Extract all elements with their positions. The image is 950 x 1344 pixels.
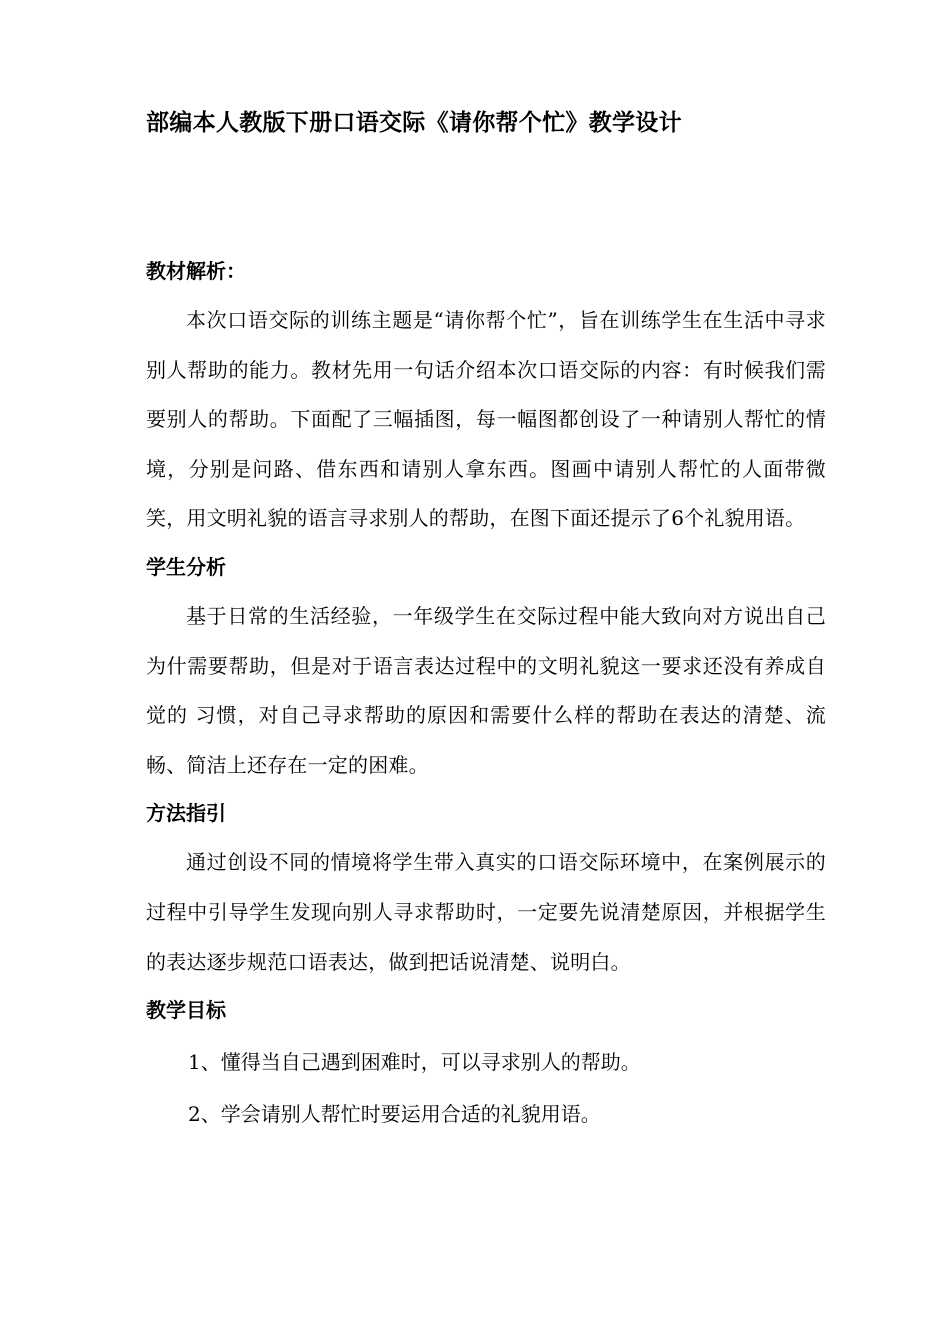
section-textbook-analysis — [146, 256, 826, 544]
document-body — [146, 256, 826, 1151]
section-paragraph: 本次口语交际的训练主题是“请你帮个忙”，旨在训练学生在生活中寻求别人帮助的能力。教材先用一句话介绍本次口语交际的内容：有时候我们需要别人的帮助。下面配了三幅插图，每一幅图都创设了一种请别人帮忙的情境，分别是问路、借东西和请别人拿东西。图画中请别人帮忙的人面带微笑，用文明礼貌的语言寻求别人的帮助，在图下面还提示了6个礼貌用语。 — [146, 308, 826, 531]
section-paragraph: 基于日常的生活经验，一年级学生在交际过程中能大致向对方说出自己为什需要帮助，但是对于语言表达过程中的文明礼貌这一要求还没有养成自觉的 习惯，对自己寻求帮助的原因和需要什么样的帮助在表达的清楚、流畅、简洁上还存在一定的困难。 — [146, 603, 826, 777]
goal-item: 2、学会请别人帮忙时要运用合适的礼貌用语。 — [188, 1102, 601, 1127]
section-heading: 教学目标 — [146, 998, 226, 1023]
section-method-guidance — [146, 798, 826, 987]
section-heading: 方法指引 — [146, 801, 226, 826]
document-title: 部编本人教版下册口语交际《请你帮个忙》教学设计 — [146, 110, 682, 136]
section-heading: 学生分析 — [146, 554, 226, 579]
section-student-analysis — [146, 552, 826, 790]
section-heading: 教材解析： — [146, 259, 246, 283]
section-paragraph: 通过创设不同的情境将学生带入真实的口语交际环境中，在案例展示的过程中引导学生发现向别人寻求帮助时，一定要先说清楚原因，并根据学生的表达逐步规范口语表达，做到把话说清楚、说明白。 — [146, 850, 826, 974]
section-teaching-goals — [146, 995, 826, 1129]
goal-item: 1、懂得当自己遇到困难时，可以寻求别人的帮助。 — [188, 1050, 641, 1075]
